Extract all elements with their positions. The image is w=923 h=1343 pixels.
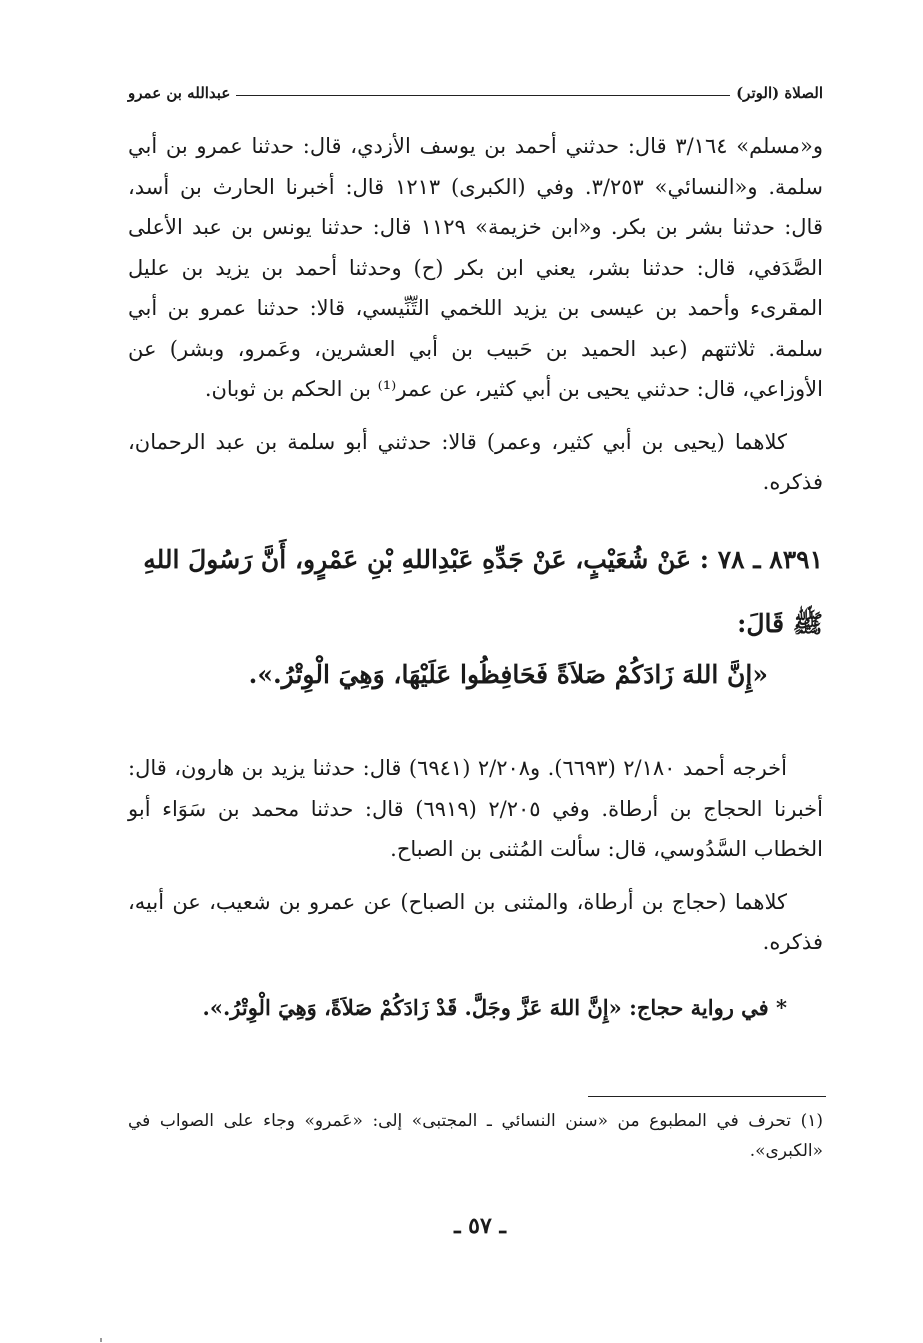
header-narrator-name: عبدالله بن عمرو (128, 84, 231, 102)
footnote-separator (588, 1096, 826, 1097)
scan-mark (100, 1338, 102, 1342)
takhrij-paragraph-1: و«مسلم» ٣/١٦٤ قال: حدثني أحمد بن يوسف الأزدي، قال: حدثنا عمرو بن أبي سلمة. و«النسائي» ٣/٢٥٣. وفي (الكبرى) ١٢١٣ قال: أخبرنا الحارث بن أسد، قال: حدثنا بشر بن بكر. و«ابن خزيمة» ١١٢٩ قال: حدثنا يونس بن عبد الأعلى الصَّدَفي، قال: حدثنا بشر، يعني ابن بكر (ح) وحدثنا أحمد بن يزيد بن عليل المقرىء وأحمد بن عيسى بن يزيد اللخمي التِّنِّيسي، قالا: حدثنا عمرو بن أبي سلمة. ثلاثتهم (عبد الحميد بن حَبيب بن أبي العشرين، وعَمرو، وبشر) عن الأوزاعي، قال: حدثني يحيى بن أبي كثير، عن عمر⁽¹⁾ بن الحكم بن ثوبان. (128, 134, 824, 401)
hadith-isnad: : عَنْ شُعَيْبٍ، عَنْ جَدِّهِ عَبْدِاللهِ بْنِ عَمْرٍو، أَنَّ رَسُولَ اللهِ ﷺ قَالَ: (143, 545, 823, 638)
takhrij-paragraph-3: أخرجه أحمد ٢/١٨٠ (٦٦٩٣). و٢/٢٠٨ (٦٩٤١) قال: حدثنا يزيد بن هارون، قال: أخبرنا الحجاج بن أرطاة. وفي ٢/٢٠٥ (٦٩١٩) قال: حدثنا محمد بن سَوَاء أبو الخطاب السَّدُوسي، قال: سألت المُثنى بن الصباح. (128, 756, 823, 861)
takhrij-bottom (128, 748, 823, 963)
takhrij-top (128, 126, 823, 503)
hadith-heading (128, 528, 823, 656)
footnote-1: (١) تحرف في المطبوع من «سنن النسائي ـ المجتبى» إلى: «عَمرو» وجاء على الصواب في «الكبرى». (128, 1111, 823, 1161)
takhrij-paragraph-2: كلاهما (يحيى بن أبي كثير، وعمر) قالا: حدثني أبو سلمة بن عبد الرحمان، فذكره. (128, 429, 823, 494)
hadith-number: ٨٣٩١ ـ ٧٨ (717, 545, 823, 574)
variant-note-block (128, 988, 823, 1029)
running-header (128, 74, 823, 102)
takhrij-paragraph-4: كلاهما (حجاج بن أرطاة، والمثنى بن الصباح) عن عمرو بن شعيب، عن أبيه، فذكره. (128, 889, 823, 954)
page-number: ـ ٥٧ ـ (454, 1213, 506, 1239)
hadith-matn: «إِنَّ اللهَ زَادَكُمْ صَلاَةً فَحَافِظُوا عَلَيْهَا، وَهِيَ الْوِتْرُ.». (248, 660, 768, 689)
header-rule (236, 95, 730, 96)
header-chapter-title: الصلاة (الوتر) (736, 84, 823, 102)
variant-note: * في رواية حجاج: «إِنَّ اللهَ عَزَّ وجَلَّ. قَدْ زَادَكُمْ صَلاَةً، وَهِيَ الْوِتْرُ.». (202, 995, 787, 1020)
footnotes (128, 1106, 823, 1166)
hadith-block (128, 528, 823, 656)
